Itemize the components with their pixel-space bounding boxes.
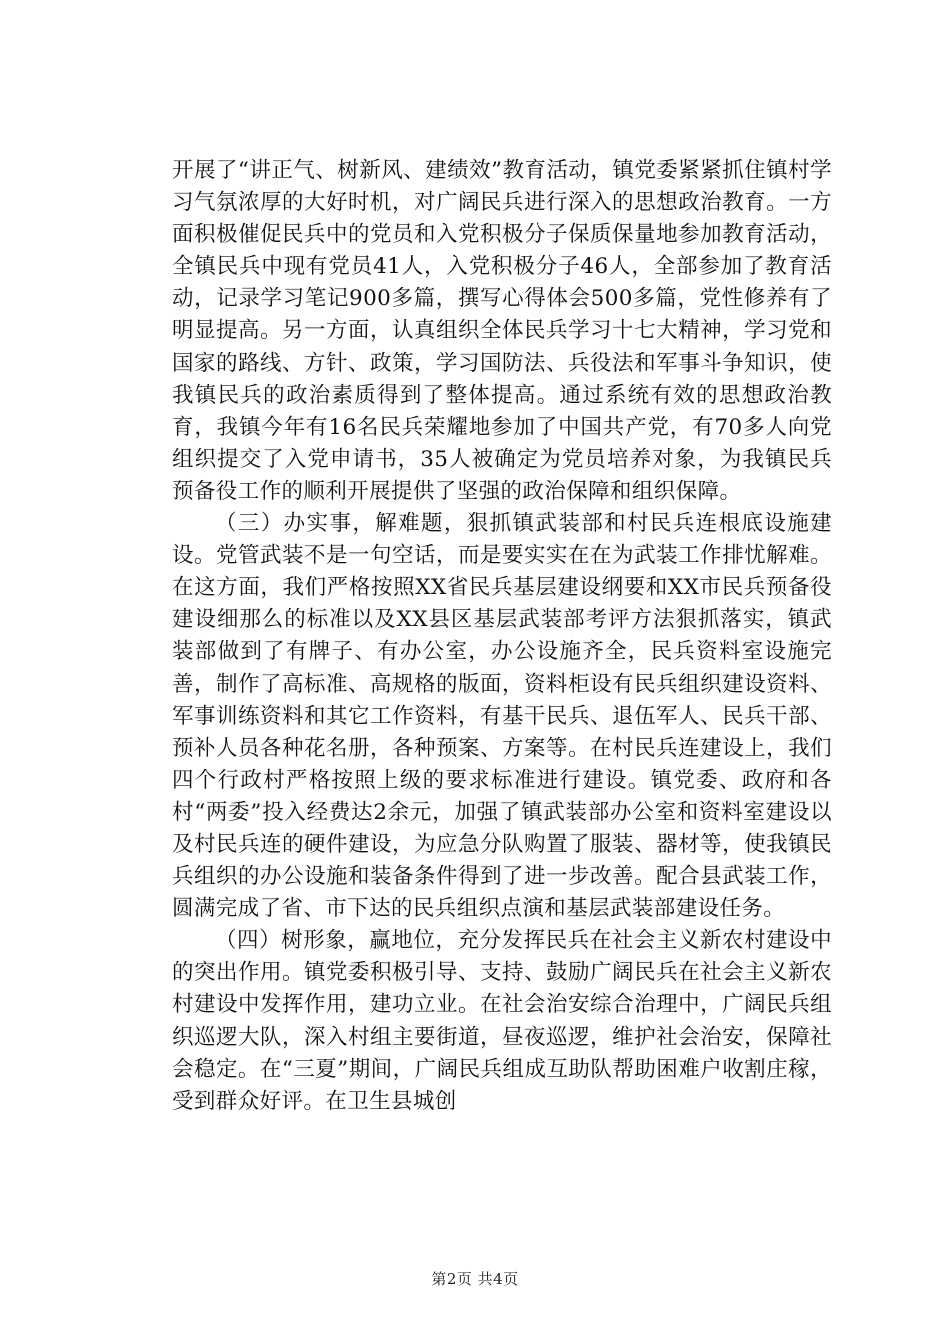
paragraph-section-4: （四）树形象，赢地位，充分发挥民兵在社会主义新农村建设中的突出作用。镇党委积极引导、支持、鼓励广阔民兵在社会主义新农村建设中发挥作用，建功立业。在社会治安综合治理中，广阔民兵组织巡逻大队，深入村组主要街道，昼夜巡逻，维护社会治安，保障社会稳定。在“三夏”期间，广阔民兵组成互助队帮助困难户收割庄稼，受到群众好评。在卫生县城创: [172, 928, 832, 1114]
paragraph-section-3: （三）办实事，解难题，狠抓镇武装部和村民兵连根底设施建设。党管武装不是一句空话，而是要实实在在为武装工作排忧解难。在这方面，我们严格按照XX省民兵基层建设纲要和XX市民兵预备役建设细那么的标准以及XX县区基层武装部考评方法狠抓落实，镇武装部做到了有牌子、有办公室，办公设施齐全，民兵资料室设施完善，制作了高标准、高规格的版面，资料柜设有民兵组织建设资料、军事训练资料和其它工作资料，有基干民兵、退伍军人、民兵干部、预补人员各种花名册，各种预案、方案等。在村民兵连建设上，我们四个行政村严格按照上级的要求标准进行建设。镇党委、政府和各村“两委”投入经费达2余元，加强了镇武装部办公室和资料室建设以及村民兵连的硬件建设，为应急分队购置了服装、器材等，使我镇民兵组织的办公设施和装备条件得到了进一步改善。配合县武装工作，圆满完成了省、市下达的民兵组织点演和基层武装部建设任务。: [172, 511, 832, 922]
document-body: [172, 155, 832, 1118]
page-number-footer: 第2页 共4页: [431, 1270, 519, 1288]
paragraph-continuation: 开展了“讲正气、树新风、建绩效”教育活动，镇党委紧紧抓住镇村学习气氛浓厚的大好时机，对广阔民兵进行深入的思想政治教育。一方面积极催促民兵中的党员和入党积极分子保质保量地参加教育活动，全镇民兵中现有党员41人，入党积极分子46人，全部参加了教育活动，记录学习笔记900多篇，撰写心得体会500多篇，党性修养有了明显提高。另一方面，认真组织全体民兵学习十七大精神，学习党和国家的路线、方针、政策，学习国防法、兵役法和军事斗争知识，使我镇民兵的政治素质得到了整体提高。通过系统有效的思想政治教育，我镇今年有16名民兵荣耀地参加了中国共产党，有70多人向党组织提交了入党申请书，35人被确定为党员培养对象，为我镇民兵预备役工作的顺利开展提供了坚强的政治保障和组织保障。: [172, 158, 832, 504]
